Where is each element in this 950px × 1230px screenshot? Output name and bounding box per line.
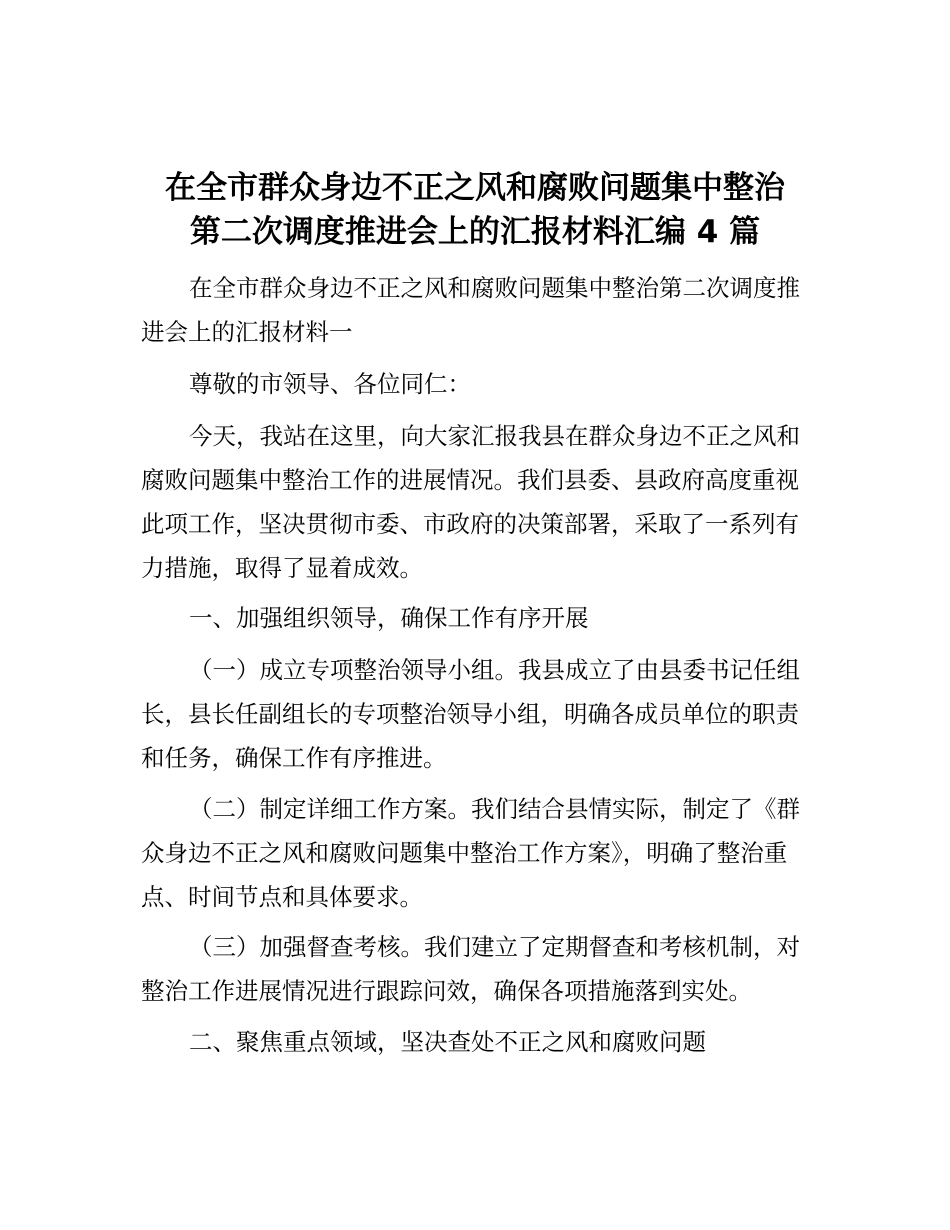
item-2-paragraph: （二）制定详细工作方案。我们结合县情实际，制定了《群众身边不正之风和腐败问题集中整治工作方案》，明确了整治重点、时间节点和具体要求。 <box>141 795 800 911</box>
section-2-heading: 二、聚焦重点领域，坚决查处不正之风和腐败问题 <box>189 1028 706 1056</box>
report-subtitle: 在全市群众身边不正之风和腐败问题集中整治第二次调度推进会上的汇报材料一 <box>141 274 800 346</box>
document-title-line-2: 第二次调度推进会上的汇报材料汇编 4 篇 <box>189 214 761 250</box>
salutation: 尊敬的市领导、各位同仁： <box>189 370 471 398</box>
intro-paragraph: 今天，我站在这里，向大家汇报我县在群众身边不正之风和腐败问题集中整治工作的进展情况。我们县委、县政府高度重视此项工作，坚决贯彻市委、市政府的决策部署，采取了一系列有力措施，取得了显着成效。 <box>141 422 800 582</box>
item-3-paragraph: （三）加强督查考核。我们建立了定期督查和考核机制，对整治工作进展情况进行跟踪问效，确保各项措施落到实处。 <box>141 933 800 1005</box>
item-1-paragraph: （一）成立专项整治领导小组。我县成立了由县委书记任组长，县长任副组长的专项整治领导小组，明确各成员单位的职责和任务，确保工作有序推进。 <box>141 656 800 772</box>
section-1-heading: 一、加强组织领导，确保工作有序开展 <box>189 604 589 632</box>
document-title-line-1: 在全市群众身边不正之风和腐败问题集中整治 <box>165 170 785 206</box>
